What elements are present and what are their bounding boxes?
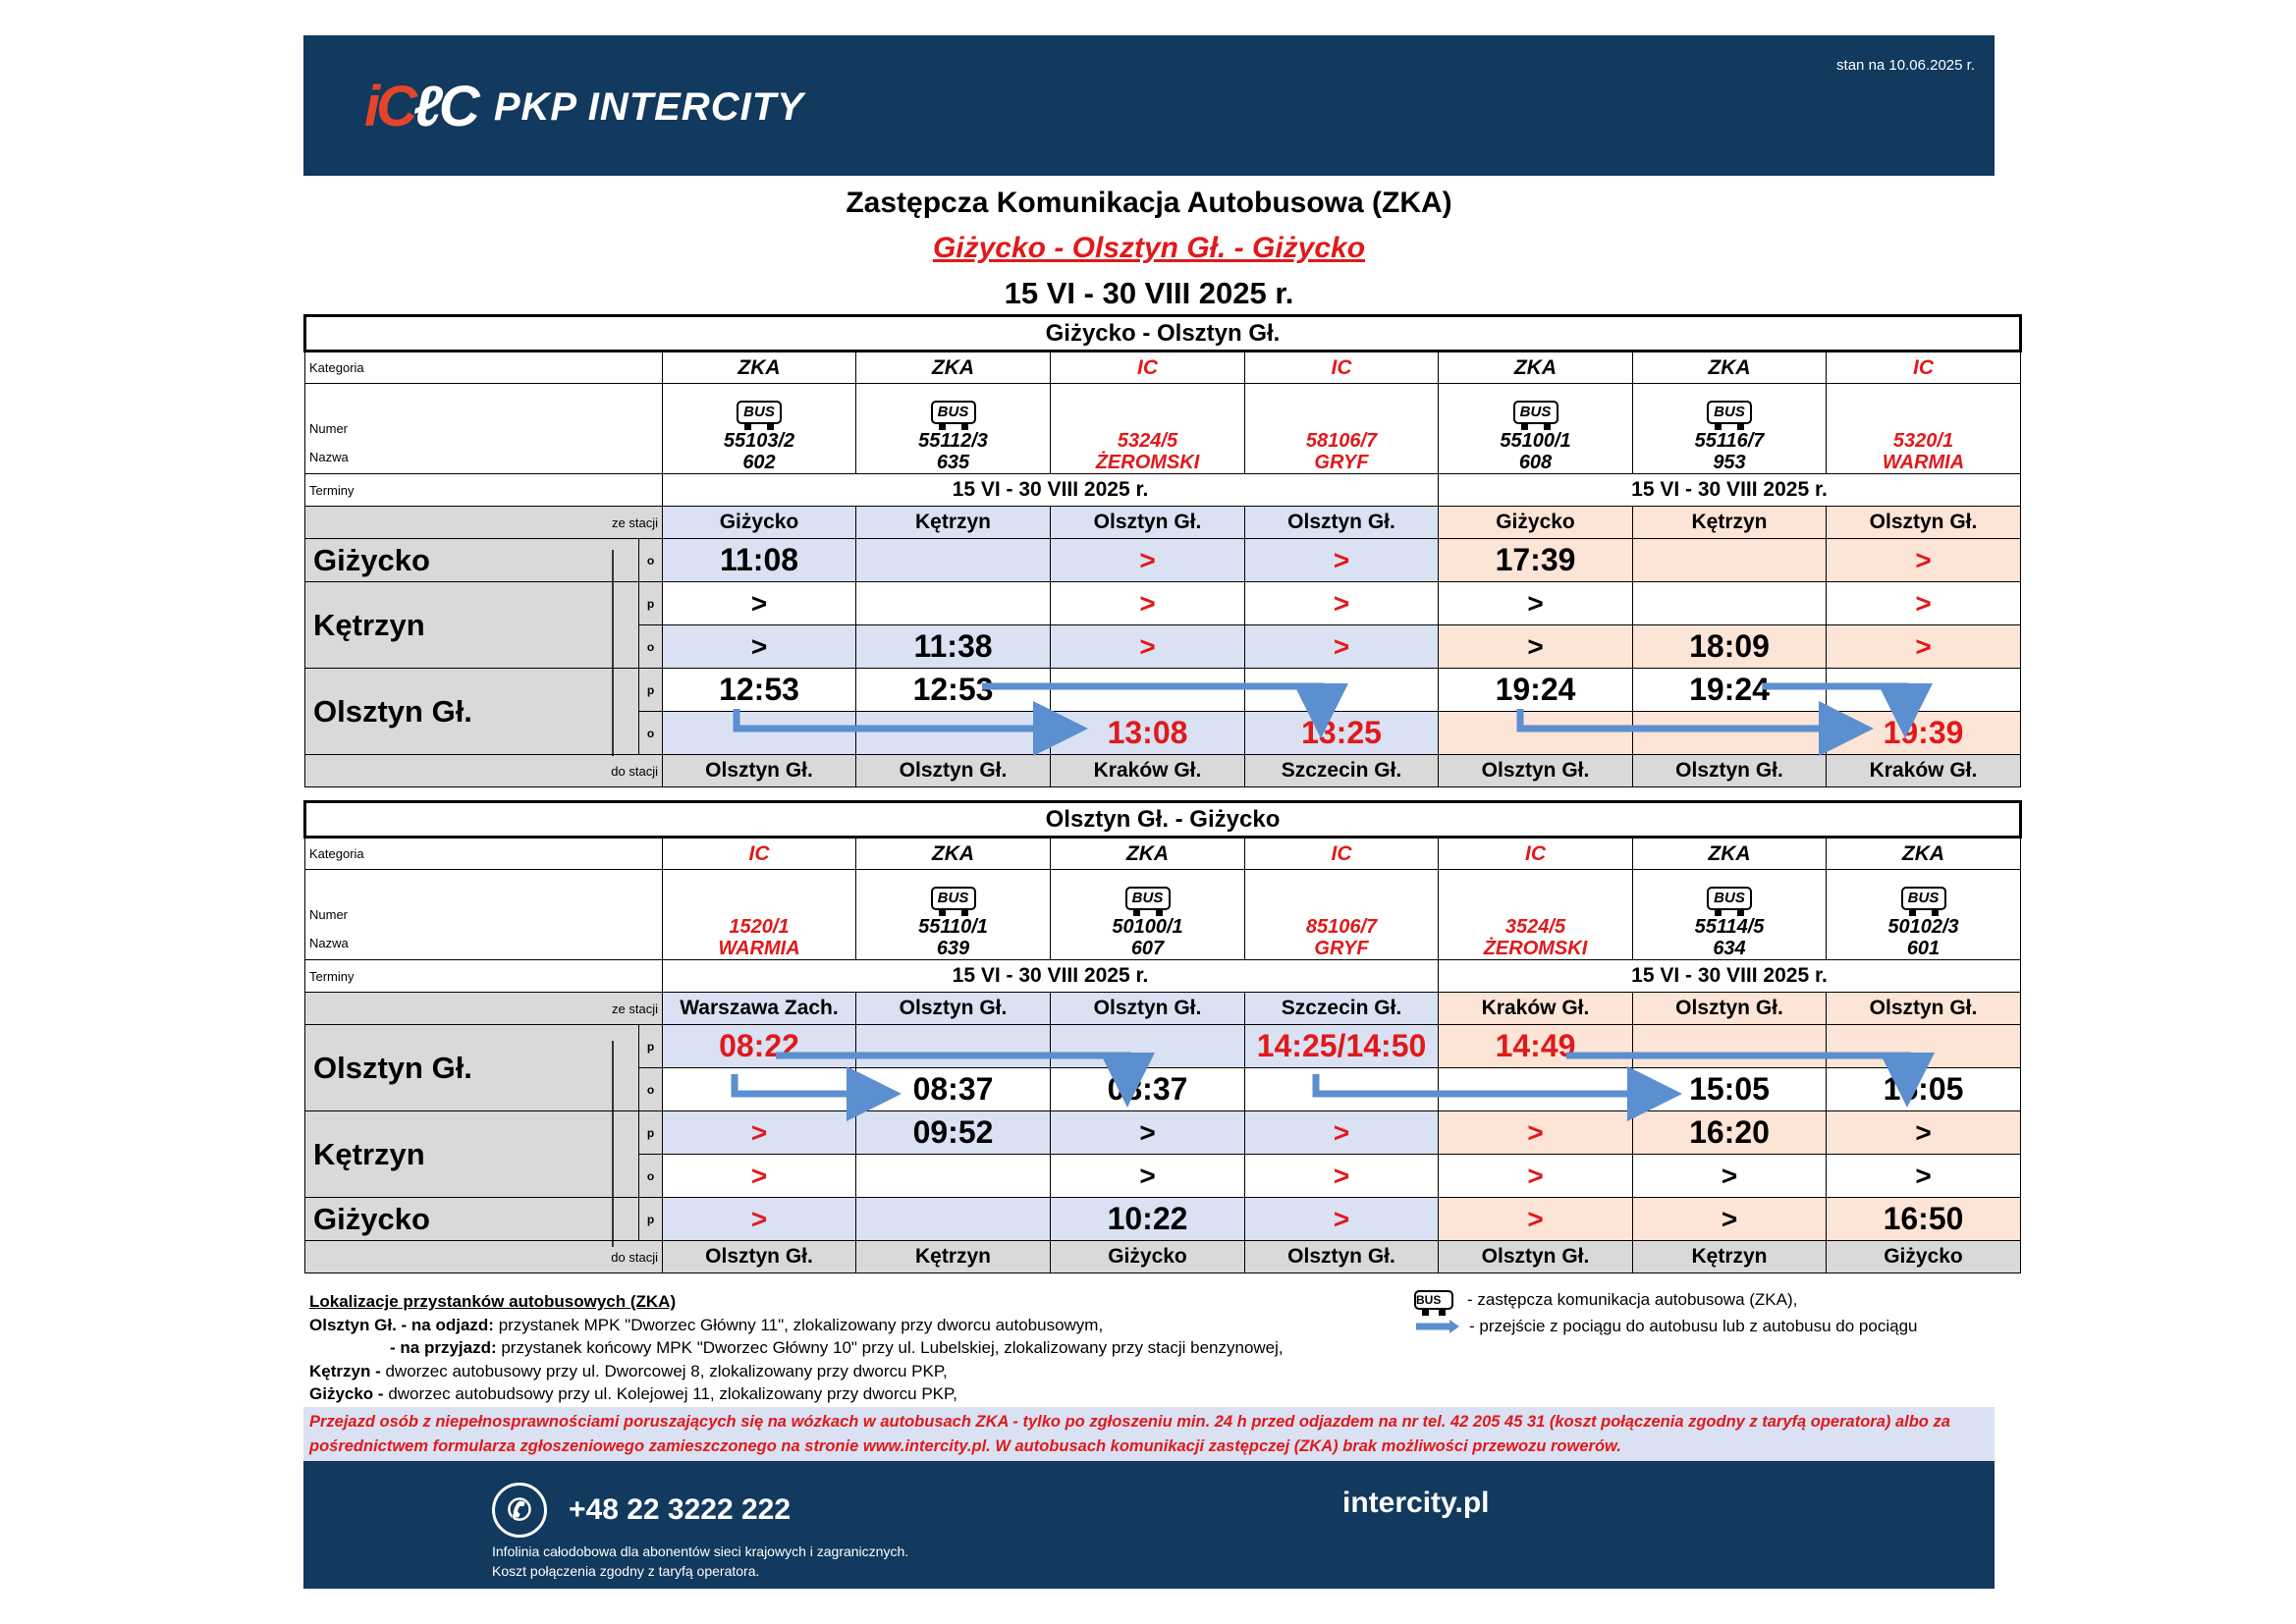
origin-station: Olsztyn Gł.	[856, 993, 1051, 1025]
timetable-cell: 09:52	[856, 1111, 1051, 1155]
timetable-cell: >	[1245, 1155, 1439, 1198]
train-number-cell	[1827, 384, 2021, 474]
timetable-cell: >	[1827, 539, 2021, 582]
timetable-cell	[856, 582, 1051, 625]
train-number-cell	[1051, 870, 1245, 960]
bus-icon: BUS	[931, 887, 976, 910]
timetable-cell: >	[663, 1198, 856, 1241]
legend	[1414, 1286, 1917, 1339]
timetable-cell: 13:08	[1051, 712, 1245, 755]
timetable-cell: 08:37	[856, 1068, 1051, 1111]
note-label: Olsztyn Gł. - na odjazd:	[309, 1315, 494, 1334]
category-cell: ZKA	[1827, 838, 2021, 870]
train-number-cell	[663, 870, 856, 960]
timetable-cell: >	[1245, 539, 1439, 582]
timetable-cell	[1633, 1025, 1827, 1068]
origin-station: Kętrzyn	[1633, 507, 1827, 539]
arrival-departure-marker: p	[639, 669, 663, 712]
notes	[309, 1290, 1284, 1406]
origin-station: Giżycko	[1439, 507, 1633, 539]
train-name: 601	[1906, 938, 1941, 959]
header-banner	[303, 35, 1995, 176]
arrival-departure-marker: o	[639, 712, 663, 755]
timetable-cell: 19:39	[1827, 712, 2021, 755]
label-do-stacji: do stacji	[305, 1241, 663, 1273]
train-number: 1520/1	[729, 916, 790, 938]
timetable-cell: >	[1827, 582, 2021, 625]
timetable-cell: >	[1245, 582, 1439, 625]
timetable-cell: >	[1245, 625, 1439, 669]
origin-station: Olsztyn Gł.	[1245, 507, 1439, 539]
legend-bus-text: - zastępcza komunikacja autobusowa (ZKA),	[1467, 1290, 1798, 1309]
note-label: Giżycko -	[309, 1384, 384, 1403]
validity-period: 15 VI - 30 VIII 2025 r.	[1439, 474, 2021, 507]
station-name: Olsztyn Gł.	[305, 1025, 639, 1111]
label-terminy: Terminy	[305, 960, 663, 993]
bus-icon: BUS	[1901, 887, 1946, 910]
destination-station: Olsztyn Gł.	[1439, 755, 1633, 787]
category-cell: ZKA	[856, 352, 1051, 384]
timetable-cell	[663, 712, 856, 755]
train-number: 55100/1	[1500, 430, 1571, 452]
timetable-cell: 19:24	[1633, 669, 1827, 712]
validity-period: 15 VI - 30 VIII 2025 r.	[663, 474, 1439, 507]
bus-icon: BUS	[1707, 887, 1752, 910]
train-name: WARMIA	[718, 938, 800, 959]
train-number-cell	[1633, 870, 1827, 960]
timetable-cell: >	[1439, 582, 1633, 625]
label-terminy: Terminy	[305, 474, 663, 507]
legend-arrow-text: - przejście z pociągu do autobusu lub z autobusu do pociągu	[1469, 1317, 1918, 1335]
train-name: GRYF	[1314, 452, 1369, 473]
note-text: przystanek końcowy MPK "Dworzec Główny 10" przy ul. Lubelskiej, zlokalizowany przy stacji benzynowej,	[496, 1338, 1284, 1357]
timetable-cell	[1633, 712, 1827, 755]
destination-station: Olsztyn Gł.	[663, 1241, 856, 1273]
category-cell: ZKA	[1633, 352, 1827, 384]
footer-info-line: Koszt połączenia zgodny z taryfą operatora.	[492, 1563, 760, 1579]
category-cell: IC	[1439, 838, 1633, 870]
timetable-cell: 15:05	[1827, 1068, 2021, 1111]
destination-station: Giżycko	[1827, 1241, 2021, 1273]
train-name: 634	[1713, 938, 1746, 959]
label-do-stacji: do stacji	[305, 755, 663, 787]
timetable-cell: >	[1051, 539, 1245, 582]
label-numer-nazwa	[305, 870, 663, 960]
timetable-cell: >	[663, 625, 856, 669]
destination-station: Olsztyn Gł.	[1245, 1241, 1439, 1273]
destination-station: Olsztyn Gł.	[1633, 755, 1827, 787]
station-name: Giżycko	[305, 539, 639, 582]
category-cell: IC	[1051, 352, 1245, 384]
timetable-cell: 14:25/14:50	[1245, 1025, 1439, 1068]
timetable-cell: 08:22	[663, 1025, 856, 1068]
bus-icon: BUS	[1125, 887, 1171, 910]
phone-number[interactable]: +48 22 3222 222	[569, 1493, 792, 1526]
timetable-cell: 12:53	[663, 669, 856, 712]
category-cell: IC	[1245, 352, 1439, 384]
bus-icon: BUS	[1414, 1290, 1453, 1310]
destination-station: Kraków Gł.	[1827, 755, 2021, 787]
arrival-departure-marker: o	[639, 625, 663, 669]
footer-info-line: Infolinia całodobowa dla abonentów sieci krajowych i zagranicznych.	[492, 1543, 909, 1559]
timetable-cell: 18:09	[1633, 625, 1827, 669]
category-cell: ZKA	[1439, 352, 1633, 384]
phone-icon: ✆	[492, 1483, 547, 1538]
timetable-cell: >	[1051, 1155, 1245, 1198]
train-number: 5320/1	[1892, 430, 1954, 452]
category-cell: IC	[1827, 352, 2021, 384]
timetable-cell	[1051, 1025, 1245, 1068]
bus-icon: BUS	[737, 401, 782, 424]
status-date: stan na 10.06.2025 r.	[1836, 57, 1975, 74]
note-text: dworzec autobudsowy przy ul. Kolejowej 11, zlokalizowany przy dworcu PKP,	[383, 1384, 957, 1403]
category-cell: ZKA	[1051, 838, 1245, 870]
train-name: 953	[1713, 452, 1746, 473]
logo-text: PKP INTERCITY	[493, 84, 804, 129]
accessibility-notice: Przejazd osób z niepełnosprawnościami poruszających się na wózkach w autobusach ZKA - tylko po zgłoszeniu min. 24 h przed odjazdem na nr tel. 42 205 45 31 (koszt połączenia zgodny z taryfą operatora) albo za pośrednictwem formularza zgłoszeniowego zamieszczonego na stronie www.intercity.pl. W autobusach komunikacji zastępczej (ZKA) brak możliwości przewozu rowerów.	[303, 1407, 1995, 1462]
arrival-departure-marker: o	[639, 1155, 663, 1198]
timetable-cell: 10:22	[1051, 1198, 1245, 1241]
train-name: 635	[936, 452, 970, 473]
timetable-cell: >	[663, 582, 856, 625]
timetable-cell: 19:24	[1439, 669, 1633, 712]
station-name: Kętrzyn	[305, 1111, 639, 1198]
arrival-departure-marker: o	[639, 1068, 663, 1111]
train-name: 607	[1130, 938, 1165, 959]
timetable-cell	[1051, 669, 1245, 712]
timetable-cell: 14:49	[1439, 1025, 1633, 1068]
destination-station: Kętrzyn	[1633, 1241, 1827, 1273]
label-kategoria: Kategoria	[305, 838, 663, 870]
train-name: ŻEROMSKI	[1095, 452, 1200, 473]
timetable-cell: >	[1245, 1111, 1439, 1155]
arrival-departure-marker: p	[639, 1025, 663, 1068]
timetable-cell	[856, 712, 1051, 755]
timetable-cell: >	[1051, 625, 1245, 669]
timetable-cell: 13:25	[1245, 712, 1439, 755]
timetable-cell: >	[1633, 1155, 1827, 1198]
phone-info	[492, 1483, 791, 1538]
category-cell: ZKA	[1633, 838, 1827, 870]
label-numer: Numer	[309, 421, 349, 436]
train-number: 55114/5	[1694, 916, 1765, 938]
origin-station: Olsztyn Gł.	[1051, 507, 1245, 539]
bus-icon: BUS	[1513, 401, 1558, 424]
station-name: Kętrzyn	[305, 582, 639, 669]
label-numer-nazwa	[305, 384, 663, 474]
bus-icon: BUS	[1707, 401, 1752, 424]
note-label: - na przyjazd:	[390, 1338, 497, 1357]
timetable-cell	[663, 1068, 856, 1111]
timetable-cell: >	[1827, 625, 2021, 669]
station-name: Giżycko	[305, 1198, 639, 1241]
timetable-cell	[1439, 712, 1633, 755]
timetable-cell: 11:08	[663, 539, 856, 582]
bus-icon: BUS	[931, 401, 976, 424]
destination-station: Giżycko	[1051, 1241, 1245, 1273]
timetable-cell: >	[1439, 1155, 1633, 1198]
origin-station: Kraków Gł.	[1439, 993, 1633, 1025]
destination-station: Szczecin Gł.	[1245, 755, 1439, 787]
destination-station: Olsztyn Gł.	[856, 755, 1051, 787]
train-number: 3524/5	[1504, 916, 1566, 938]
timetable-cell: >	[1827, 1155, 2021, 1198]
arrival-departure-marker: o	[639, 539, 663, 582]
timetable-cell: >	[1827, 1111, 2021, 1155]
train-number-cell	[856, 870, 1051, 960]
timetable-cell	[1827, 669, 2021, 712]
destination-station: Kraków Gł.	[1051, 755, 1245, 787]
train-name: 639	[936, 938, 970, 959]
section-title: Olsztyn Gł. - Giżycko	[305, 802, 2021, 838]
timetable-cell: 11:38	[856, 625, 1051, 669]
destination-station: Kętrzyn	[856, 1241, 1051, 1273]
notes-heading: Lokalizacje przystanków autobusowych (ZKA)	[309, 1292, 677, 1311]
timetable-cell: >	[1245, 1198, 1439, 1241]
category-cell: IC	[1245, 838, 1439, 870]
train-number: 55103/2	[723, 430, 795, 452]
timetable-cell	[1245, 669, 1439, 712]
train-number-cell	[1245, 384, 1439, 474]
timetable-cell	[856, 1198, 1051, 1241]
timetable-cell: 16:20	[1633, 1111, 1827, 1155]
arrival-departure-marker: p	[639, 1111, 663, 1155]
timetable-cell	[1633, 582, 1827, 625]
timetable-cell: >	[1051, 582, 1245, 625]
train-number-cell	[1439, 384, 1633, 474]
timetable-cell: 16:50	[1827, 1198, 2021, 1241]
train-number: 5324/5	[1117, 430, 1178, 452]
category-cell: IC	[663, 838, 856, 870]
timetable-cell: >	[663, 1111, 856, 1155]
arrival-departure-marker: p	[639, 582, 663, 625]
train-number-cell	[856, 384, 1051, 474]
origin-station: Olsztyn Gł.	[1827, 993, 2021, 1025]
website-link[interactable]: intercity.pl	[1342, 1487, 1490, 1519]
train-name: 602	[742, 452, 776, 473]
train-number-cell	[1245, 870, 1439, 960]
train-name: GRYF	[1314, 938, 1369, 959]
train-number-cell	[1827, 870, 2021, 960]
timetable-cell	[1245, 1068, 1439, 1111]
label-nazwa: Nazwa	[309, 936, 349, 950]
origin-station: Szczecin Gł.	[1245, 993, 1439, 1025]
arrival-departure-marker: p	[639, 1198, 663, 1241]
train-number-cell	[1439, 870, 1633, 960]
origin-station: Giżycko	[663, 507, 856, 539]
timetable-cell: >	[1633, 1198, 1827, 1241]
footer-info	[492, 1542, 908, 1581]
train-name: ŻEROMSKI	[1483, 938, 1588, 959]
train-name: WARMIA	[1882, 452, 1965, 473]
destination-station: Olsztyn Gł.	[1439, 1241, 1633, 1273]
timetable-giz-olsztyn	[303, 314, 2022, 787]
label-ze-stacji: ze stacji	[305, 507, 663, 539]
origin-station: Warszawa Zach.	[663, 993, 856, 1025]
timetable-cell: >	[1439, 625, 1633, 669]
page-title: Zastępcza Komunikacja Autobusowa (ZKA)	[846, 187, 1452, 219]
validity-period: 15 VI - 30 VIII 2025 r.	[663, 960, 1439, 993]
category-cell: ZKA	[856, 838, 1051, 870]
timetable-cell: 17:39	[1439, 539, 1633, 582]
timetable-cell	[1439, 1068, 1633, 1111]
timetable-cell: 08:37	[1051, 1068, 1245, 1111]
label-nazwa: Nazwa	[309, 450, 349, 464]
timetable-cell	[1633, 539, 1827, 582]
timetable-cell: >	[1439, 1198, 1633, 1241]
origin-station: Olsztyn Gł.	[1827, 507, 2021, 539]
timetable-cell: 15:05	[1633, 1068, 1827, 1111]
train-number: 55110/1	[918, 916, 988, 938]
ic-logo-icon: iCℓC	[364, 75, 476, 138]
label-kategoria: Kategoria	[305, 352, 663, 384]
label-numer: Numer	[309, 907, 349, 922]
route-title: Giżycko - Olsztyn Gł. - Giżycko	[932, 232, 1366, 264]
arrow-icon	[1414, 1319, 1461, 1334]
train-number: 58106/7	[1305, 430, 1378, 452]
timetable-olsztyn-giz	[303, 800, 2022, 1273]
train-number-cell	[1051, 384, 1245, 474]
station-name: Olsztyn Gł.	[305, 669, 639, 755]
train-name: 608	[1518, 452, 1553, 473]
train-number: 55112/3	[918, 430, 988, 452]
note-text: dworzec autobusowy przy ul. Dworcowej 8, zlokalizowany przy dworcu PKP,	[380, 1361, 948, 1380]
train-number: 50100/1	[1112, 916, 1183, 938]
pkp-intercity-logo	[364, 75, 804, 138]
timetable-cell	[856, 1155, 1051, 1198]
validity-period: 15 VI - 30 VIII 2025 r.	[1439, 960, 2021, 993]
train-number: 50102/3	[1887, 916, 1959, 938]
timetable-cell	[1827, 1025, 2021, 1068]
timetable-cell	[856, 1025, 1051, 1068]
timetable-cell: 12:53	[856, 669, 1051, 712]
train-number: 85106/7	[1305, 916, 1378, 938]
footer	[303, 1461, 1995, 1589]
timetable-cell: >	[1051, 1111, 1245, 1155]
origin-station: Olsztyn Gł.	[1633, 993, 1827, 1025]
note-label: Kętrzyn -	[309, 1361, 381, 1380]
timetable-cell: >	[663, 1155, 856, 1198]
note-text: przystanek MPK "Dworzec Główny 11", zlokalizowany przy dworcu autobusowym,	[493, 1315, 1104, 1334]
train-number: 55116/7	[1694, 430, 1765, 452]
category-cell: ZKA	[663, 352, 856, 384]
origin-station: Olsztyn Gł.	[1051, 993, 1245, 1025]
train-number-cell	[663, 384, 856, 474]
period-title: 15 VI - 30 VIII 2025 r.	[1004, 276, 1294, 310]
destination-station: Olsztyn Gł.	[663, 755, 856, 787]
section-title: Giżycko - Olsztyn Gł.	[305, 316, 2021, 352]
origin-station: Kętrzyn	[856, 507, 1051, 539]
label-ze-stacji: ze stacji	[305, 993, 663, 1025]
train-number-cell	[1633, 384, 1827, 474]
timetable-cell: >	[1439, 1111, 1633, 1155]
timetable-cell	[856, 539, 1051, 582]
